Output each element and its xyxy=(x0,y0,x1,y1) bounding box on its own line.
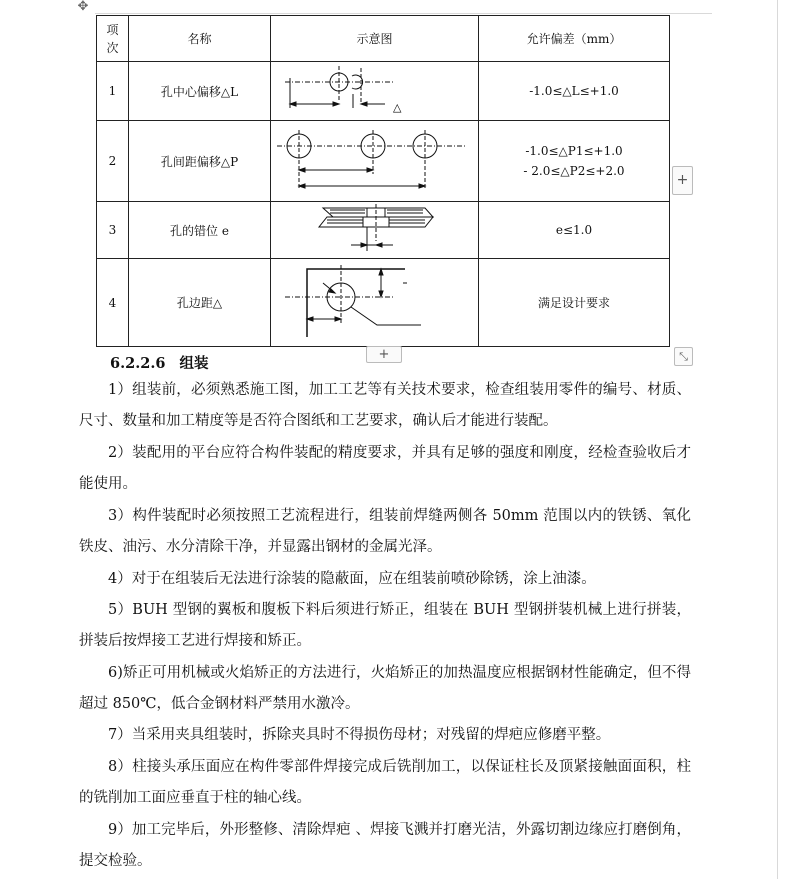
header-name: 名称 xyxy=(129,16,271,62)
header-diagram: 示意图 xyxy=(271,16,479,62)
diagram-hole-edge-distance xyxy=(271,259,479,347)
row-no: 3 xyxy=(97,202,129,259)
row-tolerance: e≤1.0 xyxy=(479,202,670,259)
table-header-row xyxy=(97,16,670,62)
section-title: 组装 xyxy=(179,355,209,372)
tolerance-table xyxy=(96,15,670,347)
row-name: 孔中心偏移△L xyxy=(129,62,271,121)
add-row-button[interactable]: + xyxy=(672,166,693,195)
row-name: 孔间距偏移△P xyxy=(129,121,271,202)
paragraph: 1）组装前，必须熟悉施工图，加工工艺等有关技术要求，检查组装用零件的编号、材质、尺寸、数量和加工精度等是否符合图纸和工艺要求，确认后才能进行装配。 xyxy=(79,382,691,430)
paragraph: 4）对于在组装后无法进行涂装的隐蔽面，应在组装前喷砂除锈，涂上油漆。 xyxy=(108,571,596,587)
paragraph: 7）当采用夹具组装时，拆除夹具时不得损伤母材；对残留的焊疤应修磨平整。 xyxy=(108,727,611,743)
table-move-handle-icon[interactable]: ✥ xyxy=(77,0,89,14)
row-tolerance: -1.0≤△P1≤+1.0 - 2.0≤△P2≤+2.0 xyxy=(479,121,670,202)
table-row xyxy=(97,259,670,347)
table-row xyxy=(97,202,670,259)
paragraph: 8）柱接头承压面应在构件零部件焊接完成后铣削加工，以保证柱长及顶紧接触面面积，柱的铣削加工面应垂直于柱的轴心线。 xyxy=(79,759,691,807)
row-tolerance: 满足设计要求 xyxy=(479,259,670,347)
section-heading xyxy=(110,352,209,373)
header-item-no: 项次 xyxy=(97,16,129,62)
row-name: 孔边距△ xyxy=(129,259,271,347)
paragraph: 3）构件装配时必须按照工艺流程进行，组装前焊缝两侧各 50mm 范围以内的铁锈、氧化铁皮、油污、水分清除干净，并显露出钢材的金属光泽。 xyxy=(79,508,691,556)
diagram-delta-label: △ xyxy=(392,101,401,114)
table-row xyxy=(97,121,670,202)
header-tolerance: 允许偏差（mm） xyxy=(479,16,670,62)
paragraph: 6)矫正可用机械或火焰矫正的方法进行，火焰矫正的加热温度应根据钢材性能确定，但不得超过 850℃，低合金钢材料严禁用水激冷。 xyxy=(79,665,691,713)
section-number: 6.2.2.6 xyxy=(110,355,166,372)
table-row xyxy=(97,62,670,121)
paragraph: 2）装配用的平台应符合构件装配的精度要求，并具有足够的强度和刚度，经检查验收后才能使用。 xyxy=(79,445,691,493)
row-no: 2 xyxy=(97,121,129,202)
row-no: 4 xyxy=(97,259,129,347)
row-no: 1 xyxy=(97,62,129,121)
paragraph: 5）BUH 型钢的翼板和腹板下料后须进行矫正，组装在 BUH 型钢拼装机械上进行拼装，拼装后按焊接工艺进行焊接和矫正。 xyxy=(79,602,691,650)
row-name: 孔的错位 e xyxy=(129,202,271,259)
page-right-border xyxy=(777,0,778,879)
diagram-hole-spacing-offset xyxy=(271,121,479,202)
table-resize-icon[interactable]: ⤡ xyxy=(674,347,693,366)
page-top-border xyxy=(95,13,712,14)
diagram-hole-center-offset xyxy=(271,62,479,121)
paragraph: 9）加工完毕后，外形整修、清除焊疤 、焊接飞溅并打磨光洁，外露切割边缘应打磨倒角，提交检验。 xyxy=(79,822,691,870)
row-tolerance: -1.0≤△L≤+1.0 xyxy=(479,62,670,121)
diagram-hole-misalignment xyxy=(271,202,479,259)
add-column-button[interactable]: + xyxy=(366,346,402,363)
